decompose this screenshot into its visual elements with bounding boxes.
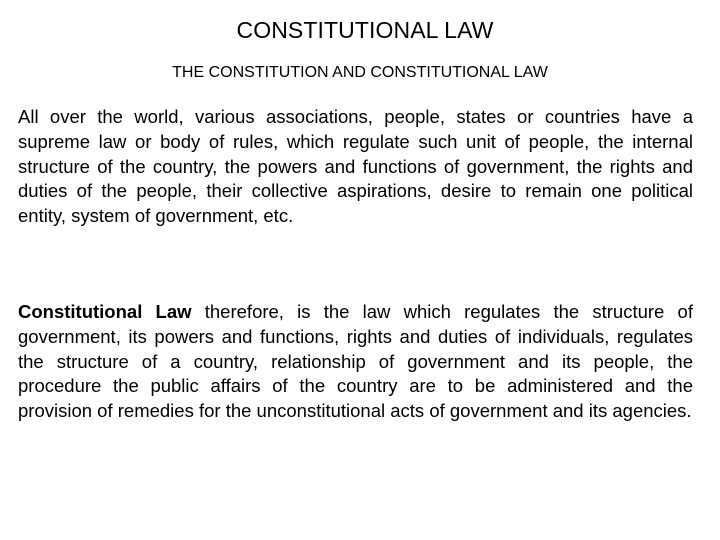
definition-text: therefore, is the law which regulates the structure of government, its powers and functions, rights and duties of individuals, regulates the structure of a country, relationship of government and its people, the procedure the public affairs of the country are to be administered and the provision of remedies for the unconstitutional acts of government and its agencies. [18,301,693,422]
paragraph-intro: All over the world, various associations, people, states or countries have a supreme law or body of rules, which regulate such unit of people, the internal structure of the country, the powers and functions of government, the rights and duties of the people, their collective aspirations, desire to remain one political entity, system of government, etc. [18,106,693,227]
slide-title: CONSTITUTIONAL LAW [236,17,494,43]
paragraph-definition [18,300,693,424]
definition-term: Constitutional Law [18,301,192,322]
slide-subtitle: THE CONSTITUTION AND CONSTITUTIONAL LAW [172,64,548,81]
